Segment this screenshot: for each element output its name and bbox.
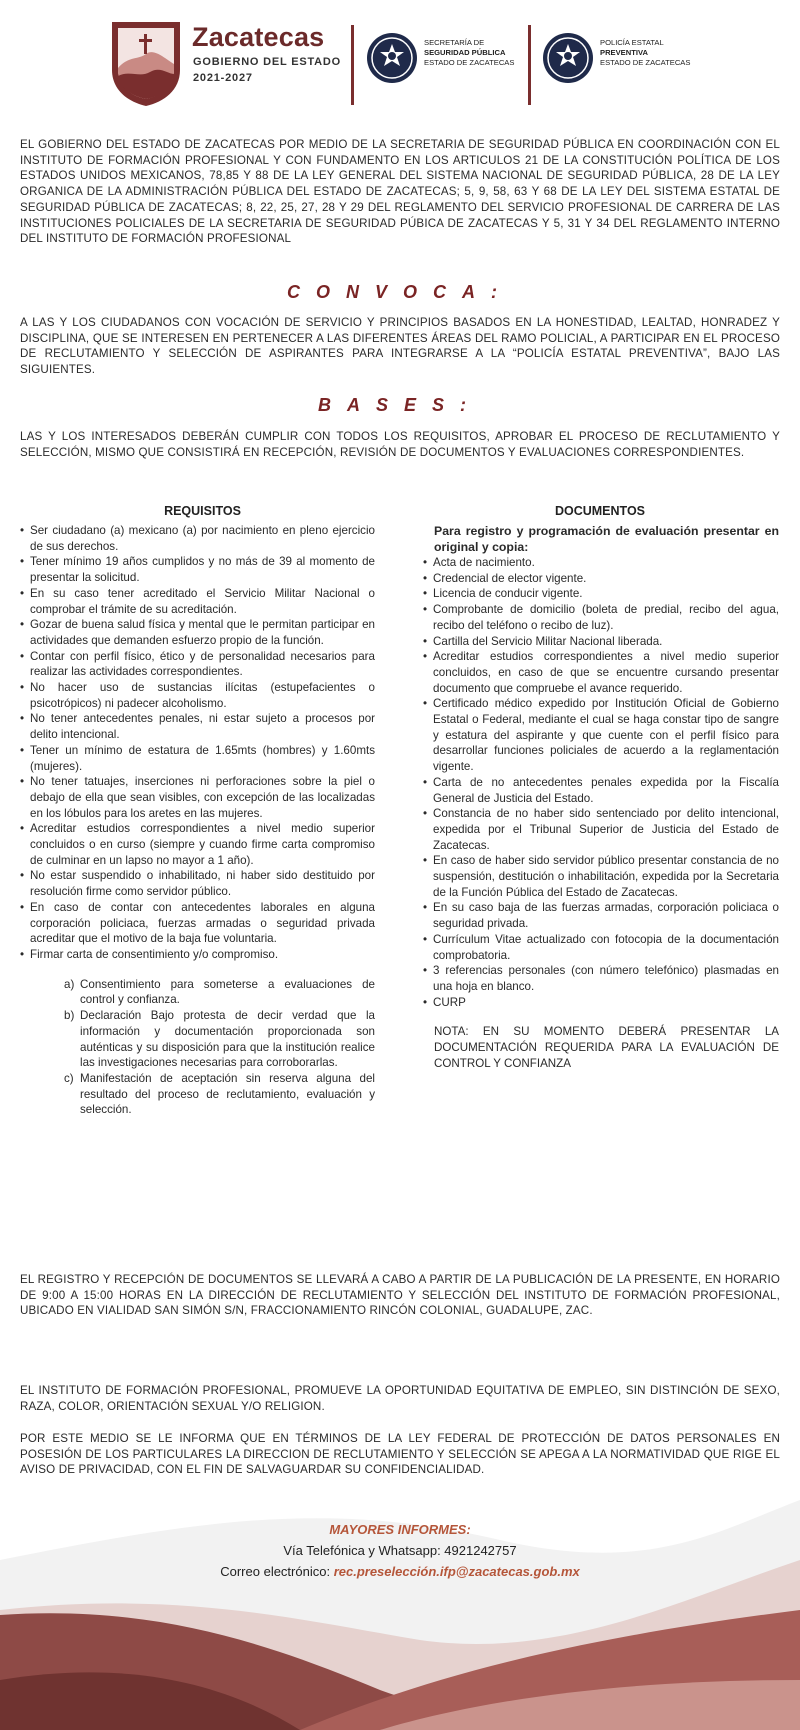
documentos-heading: DOCUMENTOS — [554, 504, 646, 518]
list-item: • Contar con perfil físico, ético y de personalidad necesarios para realizar las actividades correspondientes. — [20, 649, 375, 680]
intro-paragraph: EL GOBIERNO DEL ESTADO DE ZACATECAS POR MEDIO DE LA SECRETARIA DE SEGURIDAD PÚBLICA EN COORDINACIÓN CON EL INSTITUTO DE FORMACIÓN PROFESIONAL Y CON FUNDAMENTO EN LOS ARTICULOS 21 DE LA CONSTITUCIÓN POLÍTICA DE LOS ESTADOS UNIDOS MEXICANOS, 78,85 Y 88 DE LA LEY GENERAL DEL SISTEMA NACIONAL DE SEGURIDAD PÚBLICA, 28 DE LA LEY ORGANICA DE LA ADMINISTRACIÓN PÚBLICA DEL ESTADO DE ZACATECAS; 5, 9, 58, 63 Y 68 DE LA LEY DEL SISTEMA ESTATAL DE SEGURIDAD PÚBLICA DE ZACATECAS; 8, 22, 25, 27, 28 Y 29 DEL REGLAMENTO DEL SERVICIO PROFESIONAL DE CARRERA DE LAS INSTITUCIONES POLICIALES DE LA SECRETARIA DE SEGURIDAD PÚBICA DE ZACATECAS Y 5, 31 Y 34 DEL REGLAMENTO INTERNO DEL INSTITUTO DE FORMACIÓN PROFESIONAL — [20, 138, 780, 246]
list-item: • Carta de no antecedentes penales expedida por la Fiscalía General de Justicia del Estado. — [423, 775, 779, 806]
sublist-item — [64, 1008, 375, 1071]
agency-ssp-line: SEGURIDAD PÚBLICA — [424, 48, 506, 57]
list-item: • En caso de haber sido servidor público presentar constancia de no suspensión, destitución o inhabilitación, expedida por la Secretaria de la Función Pública del Estado de Zacatecas. — [423, 853, 779, 900]
list-item: • Tener un mínimo de estatura de 1.65mts (hombres) y 1.60mts (mujeres). — [20, 743, 375, 774]
header-divider — [351, 25, 354, 105]
zacatecas-shield-logo — [108, 20, 184, 108]
police-badge-icon — [542, 32, 594, 84]
agency-pep-line: POLICÍA ESTATAL — [600, 38, 664, 47]
list-item: • Comprobante de domicilio (boleta de predial, recibo del agua, recibo del teléfono o recibo de luz). — [423, 602, 779, 633]
agency-ssp — [424, 38, 514, 68]
list-item: • Acreditar estudios correspondientes a nivel medio superior concluidos o en curso (siempre y cuando firme carta compromiso de culminar en un lapso no mayor a 1 año). — [20, 821, 375, 868]
list-item: • Ser ciudadano (a) mexicano (a) por nacimiento en pleno ejercicio de sus derechos. — [20, 523, 375, 554]
privacidad-paragraph: POR ESTE MEDIO SE LE INFORMA QUE EN TÉRMINOS DE LA LEY FEDERAL DE PROTECCIÓN DE DATOS PERSONALES EN POSESIÓN DE LOS PARTICULARES LA DIRECCION DE RECLUTAMIENTO Y SELECCIÓN SE APEGA A LA NORMATIVIDAD QUE RIGE EL AVISO DE PRIVACIDAD, CON EL FIN DE SALVAGUARDAR SU CONFIDENCIALIDAD. — [20, 1432, 780, 1477]
list-item: • Firmar carta de consentimiento y/o compromiso. — [20, 947, 375, 963]
list-item: • Acta de nacimiento. — [423, 555, 779, 571]
list-item: • Currículum Vitae actualizado con fotocopia de la documentación comprobatoria. — [423, 932, 779, 963]
list-item: • Credencial de elector vigente. — [423, 571, 779, 587]
agency-pep-line: PREVENTIVA — [600, 48, 648, 57]
list-item: • No hacer uso de sustancias ilícitas (estupefacientes o psicotrópicos) ni padecer alcoholismo. — [20, 680, 375, 711]
list-item: • Gozar de buena salud física y mental que le permitan participar en actividades que demanden esfuerzo propio de la función. — [20, 617, 375, 648]
sublist-marker: b) — [64, 1009, 75, 1023]
sublist-marker: c) — [64, 1071, 74, 1085]
registro-paragraph: EL REGISTRO Y RECEPCIÓN DE DOCUMENTOS SE LLEVARÁ A CABO A PARTIR DE LA PUBLICACIÓN DE LA PRESENTE, EN HORARIO DE 9:00 A 15:00 HORAS EN LA DIRECCIÓN DE RECLUTAMIENTO Y SELECCIÓN DEL INSTITUTO DE FORMACIÓN PROFESIONAL, UBICADO EN VIALIDAD SAN SIMÓN S/N, FRACCIONAMIENTO RINCÓN COLONIAL, GUADALUPE, ZAC. — [20, 1273, 780, 1318]
documentos-intro: Para registro y programación de evaluación presentar en original y copia: — [434, 524, 779, 554]
convoca-heading: CONVOCA: — [287, 282, 513, 302]
convoca-paragraph: A LAS Y LOS CIUDADANOS CON VOCACIÓN DE SERVICIO Y PRINCIPIOS BASADOS EN LA HONESTIDAD, LEALTAD, HONRADEZ Y DISCIPLINA, QUE SE INTERESEN EN PERTENECER A LAS DIFERENTES ÁREAS DEL RAMO POLICIAL, A PARTICIPAR EN EL PROCESO DE RECLUTAMIENTO Y SELECCIÓN DE ASPIRANTES PARA INTEGRARSE A LA “POLICÍA ESTATAL PREVENTIVA”, BAJO LAS SIGUIENTES. — [20, 316, 780, 377]
documentos-list — [423, 555, 779, 1010]
sublist-text: Manifestación de aceptación sin reserva alguna del resultado del proceso de reclutamiento, evaluación y selección. — [80, 1071, 375, 1117]
list-item: • Licencia de conducir vigente. — [423, 586, 779, 602]
list-item: • Constancia de no haber sido sentenciado por delito intencional, expedida por el Tribunal Superior de Justicia del Estado de Zacatecas. — [423, 806, 779, 853]
police-badge-icon — [366, 32, 418, 84]
requisitos-heading: REQUISITOS — [164, 504, 241, 518]
requisitos-list — [20, 523, 375, 963]
gov-subtitle: GOBIERNO DEL ESTADO — [193, 56, 342, 68]
agency-ssp-line: SECRETARÍA DE — [424, 38, 485, 47]
documentos-column — [423, 523, 779, 1072]
sublist-item — [64, 1071, 375, 1118]
list-item: • En su caso baja de las fuerzas armadas, corporación policiaca o seguridad privada. — [423, 900, 779, 931]
list-item: • No tener antecedentes penales, ni estar sujeto a procesos por delito intencional. — [20, 711, 375, 742]
requisitos-column — [20, 523, 375, 1118]
equidad-paragraph: EL INSTITUTO DE FORMACIÓN PROFESIONAL, PROMUEVE LA OPORTUNIDAD EQUITATIVA DE EMPLEO, SIN DISTINCIÓN DE SEXO, RAZA, COLOR, ORIENTACIÓN SEXUAL Y/O RELIGION. — [20, 1384, 780, 1413]
contact-email-label: Correo electrónico: — [220, 1564, 334, 1579]
list-item: • CURP — [423, 995, 779, 1011]
agency-pep — [600, 38, 690, 68]
gov-years: 2021-2027 — [193, 72, 253, 84]
gov-title: Zacatecas — [192, 22, 325, 52]
sublist-text: Declaración Bajo protesta de decir verdad que la información y documentación proporcionada son auténticas y su disposición para que la institución realice las investigaciones necesarias para corroborarlas. — [80, 1009, 375, 1070]
list-item: • 3 referencias personales (con número telefónico) plasmadas en una hoja en blanco. — [423, 963, 779, 994]
list-item: • No tener tatuajes, inserciones ni perforaciones sobre la piel o debajo de ella que sean visibles, con excepción de las localizadas en los lóbulos para los aretes en las mujeres. — [20, 774, 375, 821]
requisitos-sublist — [64, 977, 375, 1118]
contact-email-line — [0, 1564, 800, 1579]
list-item: • Cartilla del Servicio Militar Nacional liberada. — [423, 634, 779, 650]
contact-phone: Vía Telefónica y Whatsapp: 4921242757 — [283, 1543, 517, 1558]
list-item: • En caso de contar con antecedentes laborales en alguna corporación policiaca, fuerzas armadas o seguridad privada acreditar que el motivo de la baja fue voluntaria. — [20, 900, 375, 947]
list-item: • Tener mínimo 19 años cumplidos y no más de 39 al momento de presentar la solicitud. — [20, 554, 375, 585]
list-item: • Acreditar estudios correspondientes a nivel medio superior concluidos, en caso de que se encuentre cursando presentar documento que compruebe el avance requerido. — [423, 649, 779, 696]
header-divider — [528, 25, 531, 105]
list-item: • No estar suspendido o inhabilitado, ni haber sido destituido por resolución firme como servidor público. — [20, 868, 375, 899]
agency-pep-line: ESTADO DE ZACATECAS — [600, 58, 691, 67]
sublist-marker: a) — [64, 977, 75, 991]
mayores-informes-title: MAYORES INFORMES: — [329, 1522, 471, 1537]
documentos-note: NOTA: EN SU MOMENTO DEBERÁ PRESENTAR LA DOCUMENTACIÓN REQUERIDA PARA LA EVALUACIÓN DE CONTROL Y CONFIANZA — [434, 1025, 779, 1070]
agency-ssp-line: ESTADO DE ZACATECAS — [424, 58, 515, 67]
sublist-text: Consentimiento para someterse a evaluaciones de control y confianza. — [80, 977, 375, 1007]
list-item: • En su caso tener acreditado el Servicio Militar Nacional o comprobar el trámite de su acreditación. — [20, 586, 375, 617]
sublist-item — [64, 977, 375, 1008]
bases-paragraph: LAS Y LOS INTERESADOS DEBERÁN CUMPLIR CON TODOS LOS REQUISITOS, APROBAR EL PROCESO DE RECLUTAMIENTO Y SELECCIÓN, MISMO QUE CONSISTIRÁ EN RECEPCIÓN, REVISIÓN DE DOCUMENTOS Y EVALUACIONES CORRESPONDIENTES. — [20, 430, 780, 459]
contact-email-link[interactable]: rec.preselección.ifp@zacatecas.gob.mx — [333, 1564, 580, 1579]
bases-heading: BASES: — [317, 395, 482, 415]
list-item: • Certificado médico expedido por Institución Oficial de Gobierno Estatal o Federal, mediante el cual se haga constar tipo de sangre y estatura del aspirante y que cuente con el perfil físico para desarrollar funciones policiales de acuerdo a la reglamentación vigente. — [423, 696, 779, 775]
